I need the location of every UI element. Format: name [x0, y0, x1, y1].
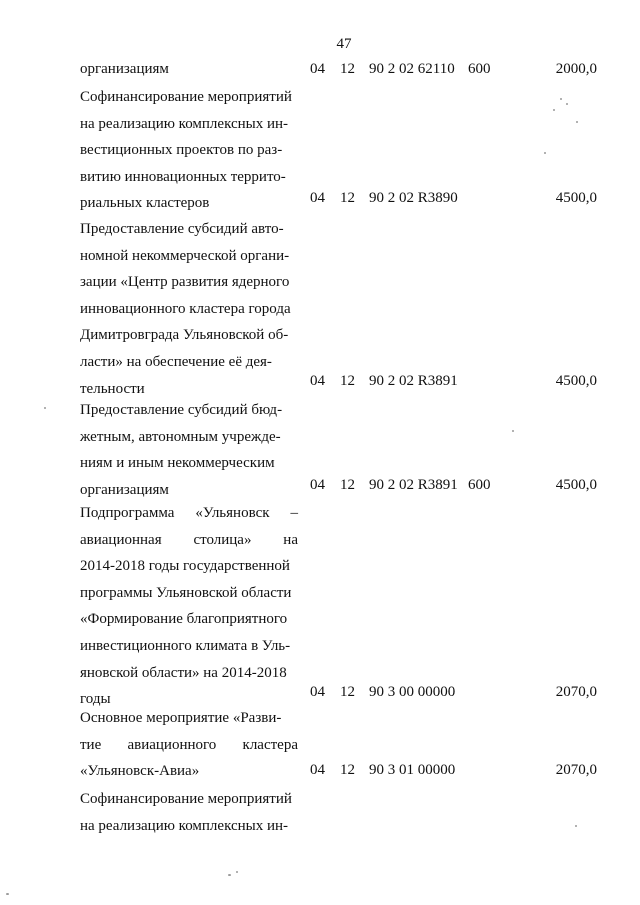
description-line: годы	[80, 691, 111, 708]
description-line: «Формирование благоприятного	[80, 611, 288, 628]
cell-section: 04	[310, 61, 325, 77]
cell-target-article: 90 3 01 00000	[369, 762, 456, 778]
description-line: Софинансирование мероприятий	[80, 791, 292, 807]
cell-section: 04	[310, 477, 325, 493]
cell-target-article: 90 2 02 R3891	[369, 477, 458, 493]
cell-section: 04	[310, 190, 325, 206]
description-line: ниям и иным некоммерческим	[80, 455, 275, 472]
page-number: 47	[336, 36, 352, 52]
cell-subsection: 12	[340, 190, 355, 206]
row-description	[80, 786, 298, 839]
row-description	[80, 705, 298, 785]
cell-amount: 4500,0	[555, 477, 597, 493]
scan-speck	[576, 121, 578, 123]
description-line: витию инновационных террито-	[80, 168, 286, 185]
scan-speck	[566, 103, 568, 105]
description-line: «Ульяновск-Авиа»	[80, 763, 200, 780]
scan-speck	[228, 874, 231, 876]
description-line: Предоставление субсидий авто-	[80, 221, 284, 237]
description-line: вестиционных проектов по раз-	[80, 142, 283, 159]
description-line: инновационного кластера города	[80, 300, 291, 317]
cell-section: 04	[310, 684, 325, 700]
cell-amount: 4500,0	[555, 190, 597, 206]
cell-amount: 2000,0	[555, 61, 597, 77]
scan-speck	[544, 152, 546, 154]
description-line: 2014-2018 годы государственной	[80, 558, 290, 575]
cell-section: 04	[310, 762, 325, 778]
cell-target-article: 90 2 02 62110	[369, 61, 455, 77]
description-line: организациям	[80, 481, 169, 498]
description-line: организациям	[80, 61, 169, 77]
cell-expense-type: 600	[468, 61, 491, 77]
cell-expense-type: 600	[468, 477, 491, 493]
scan-speck	[6, 893, 9, 895]
scan-speck	[512, 430, 514, 432]
row-description	[80, 84, 298, 217]
cell-target-article: 90 3 00 00000	[369, 684, 456, 700]
cell-amount: 4500,0	[555, 373, 597, 389]
description-line: инвестиционного климата в Уль-	[80, 637, 291, 654]
description-line: ласти» на обеспечение её дея-	[80, 353, 272, 370]
cell-target-article: 90 2 02 R3891	[369, 373, 458, 389]
scan-speck	[575, 825, 577, 827]
scan-speck	[44, 407, 46, 409]
description-line: риальных кластеров	[80, 195, 210, 212]
description-line: жетным, автономным учрежде-	[80, 428, 281, 445]
cell-subsection: 12	[340, 477, 355, 493]
description-line: Подпрограмма «Ульяновск –	[80, 505, 298, 521]
row-description	[80, 216, 298, 402]
description-line: Основное мероприятие «Разви-	[80, 710, 282, 726]
cell-subsection: 12	[340, 762, 355, 778]
scan-speck	[560, 98, 562, 100]
description-line: на реализацию комплексных ин-	[80, 115, 289, 132]
cell-subsection: 12	[340, 684, 355, 700]
cell-target-article: 90 2 02 R3890	[369, 190, 458, 206]
row-description	[80, 56, 298, 83]
description-line: Предоставление субсидий бюд-	[80, 402, 283, 418]
description-line: тельности	[80, 380, 145, 397]
scan-speck	[553, 109, 555, 111]
cell-section: 04	[310, 373, 325, 389]
cell-subsection: 12	[340, 61, 355, 77]
row-description	[80, 397, 298, 503]
scan-speck	[236, 871, 238, 873]
description-line: зации «Центр развития ядерного	[80, 274, 290, 291]
description-line: Софинансирование мероприятий	[80, 89, 292, 105]
description-line: номной некоммерческой органи-	[80, 247, 290, 264]
cell-amount: 2070,0	[555, 762, 597, 778]
description-line: яновской области» на 2014-2018	[80, 664, 287, 681]
cell-subsection: 12	[340, 373, 355, 389]
description-line: тие авиационного кластера	[80, 736, 298, 753]
description-line: на реализацию комплексных ин-	[80, 817, 289, 834]
description-line: авиационная столица» на	[80, 531, 298, 548]
description-line: Димитровграда Ульяновской об-	[80, 327, 289, 344]
cell-amount: 2070,0	[555, 684, 597, 700]
description-line: программы Ульяновской области	[80, 584, 292, 601]
row-description	[80, 500, 298, 713]
